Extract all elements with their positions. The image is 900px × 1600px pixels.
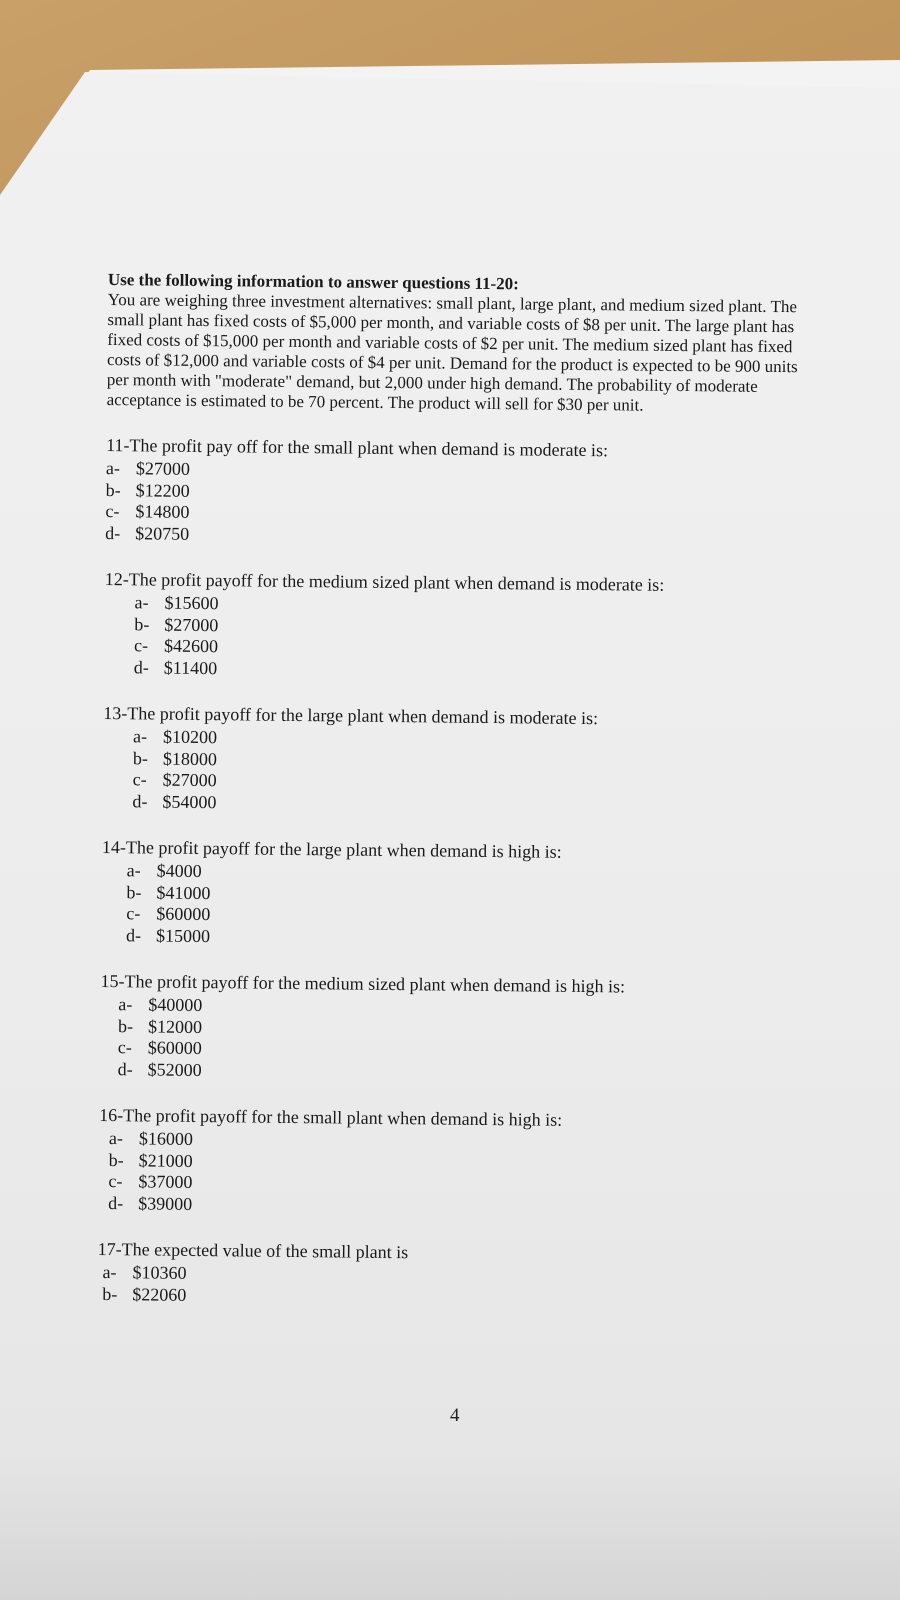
option-letter: d-	[117, 1058, 133, 1079]
intro-paragraph: You are weighing three investment alternatives: small plant, large plant, and medium sized plant. The small plant has fixed costs of $5,000 per month, and variable costs of $8 per unit. The large plant has fixed costs of $15,000 per month and variable costs of $2 per unit. The medium sized plant has fixed costs of $12,000 and variable costs of $4 per unit. Demand for the product is expected to be 900 units per month with "moderate" demand, but 2,000 under high demand. The probability of moderate acceptance is estimated to be 70 percent. The product will sell for $30 per unit.	[106, 289, 798, 415]
option-letter: b-	[102, 1283, 118, 1304]
question-block	[100, 970, 821, 1088]
option-value: $60000	[156, 903, 211, 925]
option-letter: a-	[134, 592, 149, 613]
option-letter: a-	[118, 994, 133, 1015]
question-number: 14-	[101, 836, 127, 858]
option-letter: c-	[108, 1171, 123, 1192]
question-text: The profit payoff for the small plant when demand is high is:	[123, 1105, 563, 1130]
option-value: $10200	[163, 726, 218, 748]
option-value: $10360	[132, 1262, 187, 1283]
option-value: $52000	[147, 1058, 202, 1080]
page-number: 4	[450, 1405, 460, 1426]
option-value: $20750	[135, 522, 190, 544]
bottom-shadow	[0, 1450, 900, 1600]
option-letter: b-	[117, 1015, 134, 1036]
option-letter: d-	[125, 924, 142, 945]
question-text: The profit payoff for the medium sized plant when demand is high is:	[124, 971, 626, 997]
option-letter: c-	[126, 903, 141, 924]
option-letter: b-	[105, 479, 121, 500]
question-block	[102, 702, 823, 820]
option-value: $27000	[164, 614, 219, 635]
option-letter: a-	[126, 860, 141, 881]
question-block	[104, 568, 825, 686]
question-number: 17-	[97, 1238, 122, 1260]
option-letter: c-	[132, 769, 147, 790]
option-letter: a-	[108, 1128, 123, 1149]
option-value: $11400	[163, 657, 218, 678]
option-value: $27000	[162, 769, 217, 791]
option-value: $16000	[138, 1128, 194, 1149]
option-value: $22060	[132, 1283, 187, 1305]
option-value: $4000	[156, 860, 202, 882]
option-letter: a-	[102, 1261, 117, 1283]
option-letter: a-	[105, 457, 121, 479]
question-list	[97, 434, 826, 1312]
page-content	[97, 270, 828, 1312]
option-value: $15600	[164, 592, 219, 614]
option-value: $41000	[156, 882, 211, 903]
intro-heading: Use the following information to answer questions 11-20:	[107, 270, 519, 294]
question-number: 16-	[99, 1104, 124, 1126]
option-letter: b-	[132, 747, 148, 768]
option-letter: a-	[133, 726, 148, 747]
question-text: The expected value of the small plant is	[121, 1239, 409, 1263]
option-value: $21000	[138, 1149, 193, 1171]
question-number: 13-	[103, 702, 128, 724]
option-letter: d-	[133, 656, 149, 677]
option-value: $27000	[135, 458, 191, 479]
answer-options	[102, 1262, 817, 1312]
option-letter: b-	[108, 1149, 124, 1170]
question-number: 15-	[100, 970, 125, 992]
question-text: The profit payoff for the large plant when demand is moderate is:	[127, 703, 599, 729]
option-letter: b-	[134, 613, 150, 634]
option-value: $15000	[155, 925, 211, 946]
option-value: $39000	[138, 1192, 193, 1214]
option-letter: c-	[133, 635, 149, 656]
option-value: $40000	[148, 994, 203, 1016]
answer-options	[105, 458, 826, 552]
question-block	[105, 434, 826, 552]
option-value: $12000	[147, 1015, 203, 1037]
question-number: 11-	[106, 434, 130, 456]
question-number: 12-	[104, 568, 129, 590]
option-value: $60000	[147, 1037, 202, 1059]
question-block	[98, 1104, 819, 1222]
option-value: $12200	[135, 479, 190, 501]
option-value: $18000	[162, 748, 217, 769]
answer-options	[108, 1128, 819, 1221]
option-value: $37000	[138, 1171, 193, 1192]
option-value: $54000	[162, 791, 217, 812]
question-block	[101, 836, 822, 954]
option-letter: d-	[105, 522, 121, 543]
question-text: The profit payoff for the medium sized plant when demand is moderate is:	[128, 569, 665, 595]
option-letter: c-	[105, 500, 120, 522]
option-letter: d-	[132, 790, 148, 811]
answer-options	[134, 592, 825, 685]
option-value: $14800	[135, 501, 190, 522]
question-text: The profit payoff for the large plant when demand is high is:	[125, 837, 562, 862]
option-value: $42600	[163, 635, 219, 657]
question-block	[97, 1238, 818, 1313]
option-letter: d-	[108, 1192, 124, 1213]
answer-options	[132, 726, 823, 819]
option-letter: c-	[117, 1037, 132, 1058]
option-letter: b-	[126, 881, 142, 902]
answer-options	[118, 994, 821, 1087]
answer-options	[126, 860, 822, 953]
question-text: The profit pay off for the small plant when demand is moderate is:	[129, 435, 609, 461]
